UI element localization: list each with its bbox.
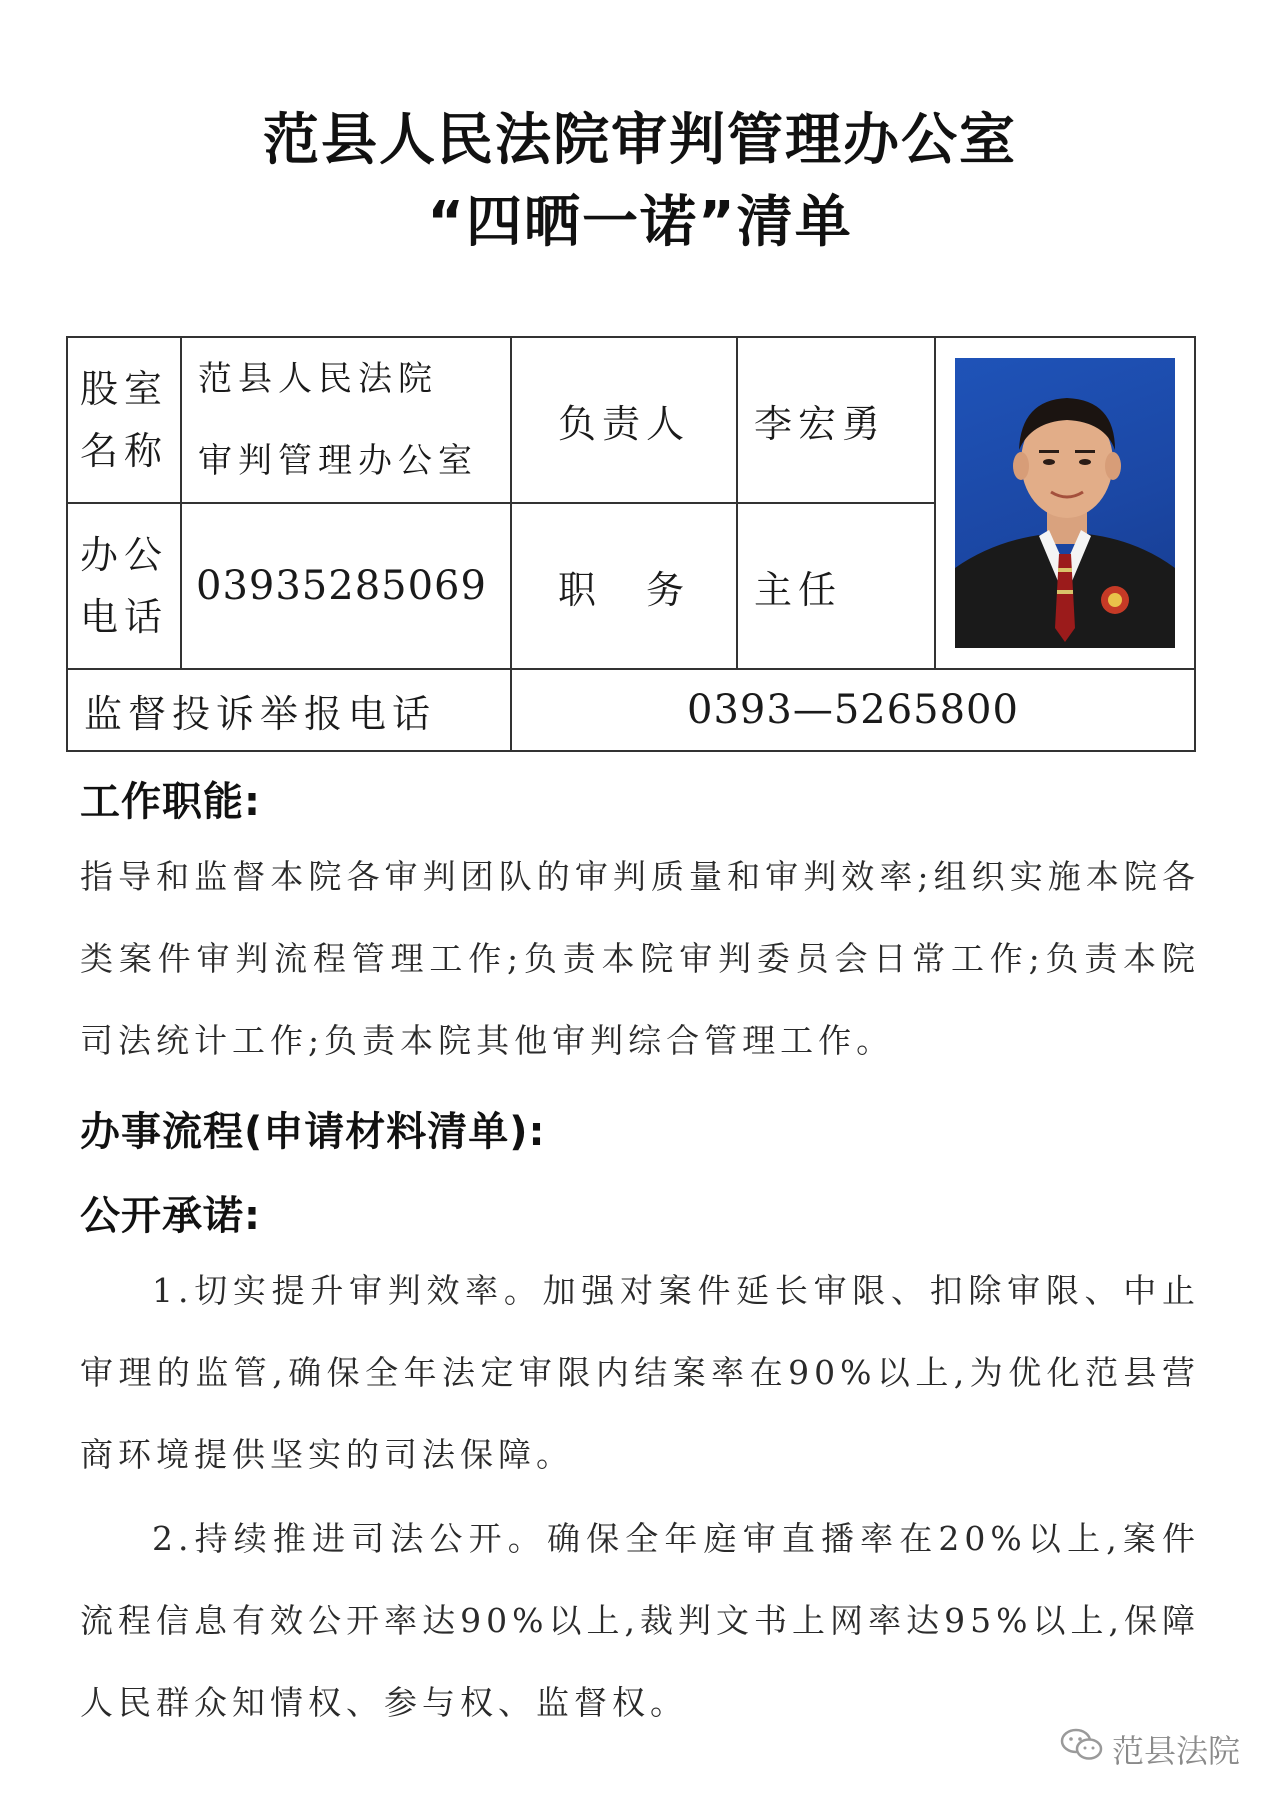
watermark-text: 范县法院 [1111,1732,1240,1770]
photo-cell [935,337,1195,669]
portrait-illustration [955,358,1175,648]
leader-label: 负责人 [511,337,737,503]
complaint-phone: 0393—5265800 [511,669,1195,751]
dept-value-cell [181,337,511,503]
office-phone: 03935285069 [181,503,511,669]
dept-label-line1: 股室 [79,367,168,411]
complaint-label: 监督投诉举报电话 [67,669,511,751]
process-heading: 办事流程(申请材料清单): [80,1109,546,1155]
phone-label-cell [67,503,181,669]
dept-label-line2: 名称 [79,429,168,473]
wechat-icon [1060,1727,1104,1771]
leader-name: 李宏勇 [737,337,935,503]
phone-label-line2: 电话 [79,595,168,639]
position-value: 主任 [737,503,935,669]
dept-label-cell [67,337,181,503]
portrait-photo [955,358,1175,648]
promise-item-1: 1.切实提升审判效率。加强对案件延长审限、扣除审限、中止审理的监管,确保全年法定审限内结案率在90%以上,为优化范县营商环境提供坚实的司法保障。 [80,1271,1200,1474]
dept-value-line1: 范县人民法院 [198,359,438,399]
phone-label-line1: 办公 [79,533,168,577]
dept-value-line2: 审判管理办公室 [198,441,478,481]
promise-heading: 公开承诺: [80,1193,261,1239]
duties-text: 指导和监督本院各审判团队的审判质量和审判效率;组织实施本院各类案件审判流程管理工作;负责本院审判委员会日常工作;负责本院司法统计工作;负责本院其他审判综合管理工作。 [80,857,1200,1060]
duties-heading: 工作职能: [80,779,261,825]
info-table [66,336,1196,752]
document-title: 范县人民法院审判管理办公室 [263,108,1017,173]
promise-item-2: 2.持续推进司法公开。确保全年庭审直播率在20%以上,案件流程信息有效公开率达90%以上,裁判文书上网率达95%以上,保障人民群众知情权、参与权、监督权。 [80,1519,1200,1722]
watermark [1060,1726,1240,1772]
document-subtitle: “四晒一诺”清单 [427,190,853,255]
position-label: 职 务 [511,503,737,669]
